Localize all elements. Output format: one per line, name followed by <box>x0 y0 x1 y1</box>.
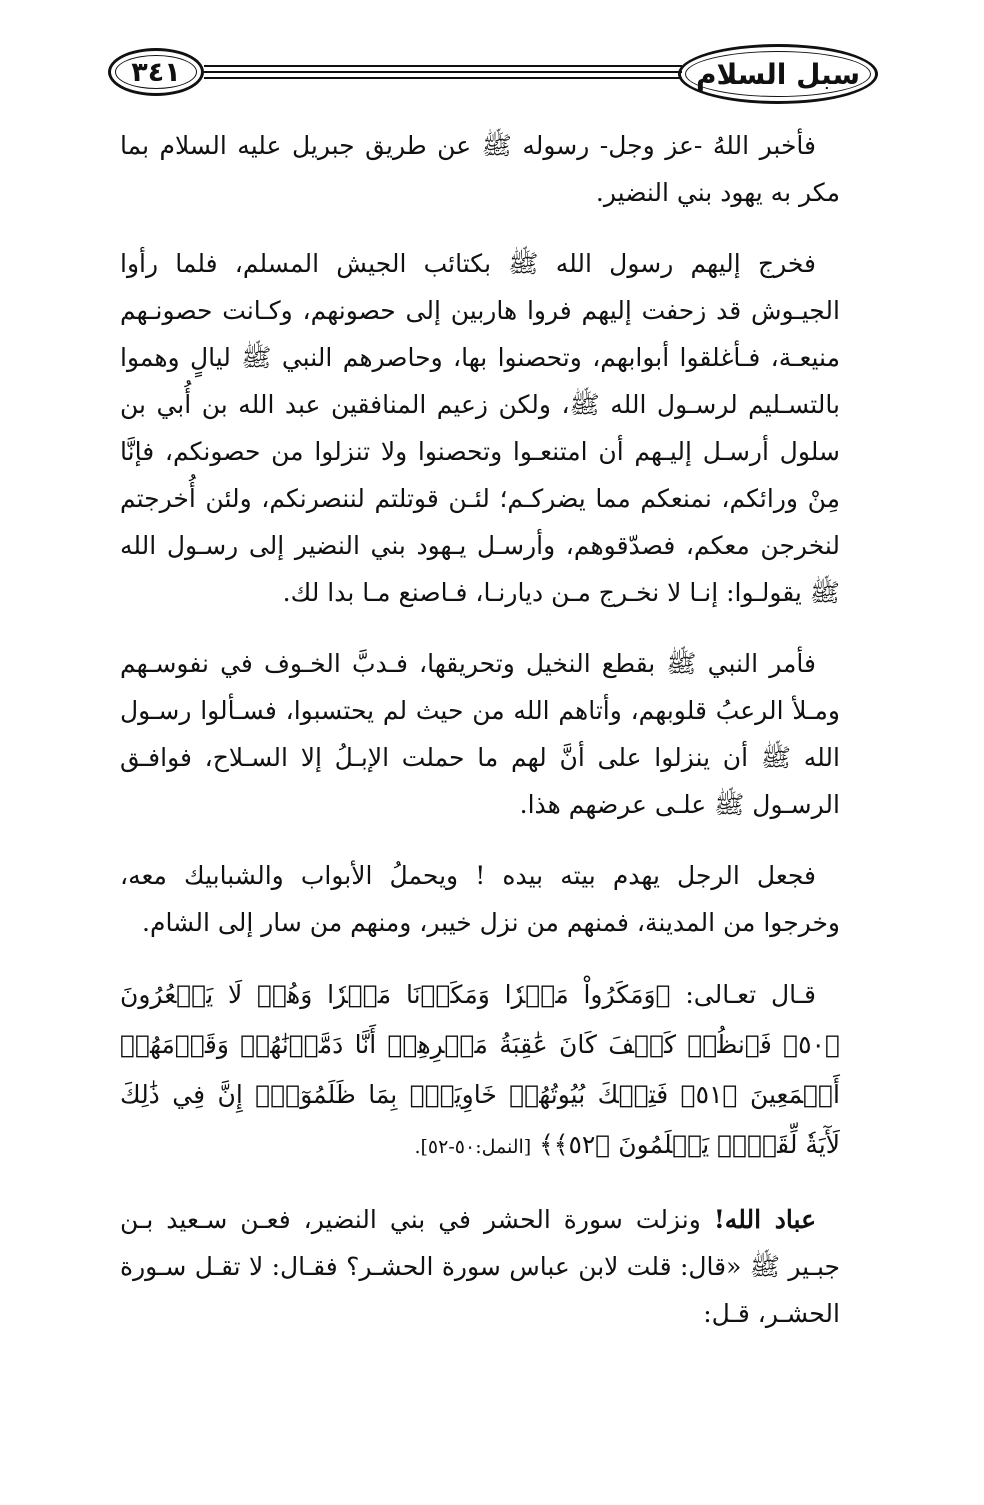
book-title: سبل السلام <box>695 57 861 91</box>
paragraph-4: فجعل الرجل يهدم بيته بيده ! ويحملُ الأبواب والشبابيك معه، وخرجوا من المدينة، فمنهم من نزل خيبر، ومنهم من سار إلى الشام. <box>120 861 840 937</box>
paragraph-lead: عباد الله! <box>713 1205 816 1234</box>
quran-intro: قـال تعـالى: <box>685 980 817 1009</box>
header-rule <box>204 71 682 73</box>
paragraph-3: فأمر النبي ﷺ بقطع النخيل وتحريقها، فـدبَّ الخـوف في نفوسـهم ومـلأ الرعبُ قلوبهم، وأتاهم الله من حيث لم يحتسبوا، فسـألوا رسـول الله ﷺ أن ينزلوا على أنَّ لهم ما حملت الإبـلُ إلا السـلاح، فوافـق الرسـول ﷺ علـى عرضهم هذا. <box>120 649 840 819</box>
paragraph-text: ونزلت سورة الحشر في بني النضير، فعـن سـعيد بـن جبـير ﷺ «قال: قلت لابن عباس سورة الحشـر؟ فقـال: لا تقـل سـورة الحشـر، قـل: <box>120 1205 840 1328</box>
header-rule <box>204 77 682 79</box>
paragraph-2: فخرج إليهم رسول الله ﷺ بكتائب الجيش المسلم، فلما رأوا الجيـوش قد زحفت إليهم فروا هاربين إلى حصونهم، وكـانت حصونـهم منيعـة، فـأغلقوا أبوابهم، وتحصنوا بها، وحاصرهم النبي ﷺ ليالٍ وهموا بالتسـليم لرسـول الله ﷺ، ولكن زعيم المنافقين عبد الله بن أُبي بن سلول أرسـل إليـهم أن امتنعـوا وتحصنوا ولا تنزلوا من حصونكم، فإنَّا مِنْ ورائكم، نمنعكم مما يضركـم؛ لئـن قوتلتم لننصرنكم، ولئن أُخرجتم لنخرجن معكم، فصدّقوهم، وأرسـل يـهود بني النضير إلى رسـول الله ﷺ يقولـوا: إنـا لا نخـرج مـن ديارنـا، فـاصنع مـا بدا لك. <box>120 249 840 607</box>
page-header <box>108 38 878 112</box>
book-title-oval <box>678 44 878 104</box>
page-number: ٣٤١ <box>131 56 181 88</box>
verse-reference: [النمل:٥٠-٥٢]. <box>414 1136 532 1158</box>
paragraph-1: فأخبر اللهُ -عز وجل- رسوله ﷺ عن طريق جبريل عليه السلام بما مكر به يهود بني النضير. <box>120 131 840 207</box>
header-rule <box>204 65 682 67</box>
quran-verse: ﴿وَمَكَرُواْ مَكۡرٗا وَمَكَرۡنَا مَكۡرٗا وَهُمۡ لَا يَشۡعُرُونَ ﴿٥٠﴾ فَٱنظُرۡ كَيۡفَ كَانَ عَٰقِبَةُ مَكۡرِهِمۡ أَنَّا دَمَّرۡنَٰهُمۡ وَقَوۡمَهُمۡ أَجۡمَعِينَ ﴿٥١﴾ فَتِلۡكَ بُيُوتُهُمۡ خَاوِيَةَۢ بِمَا ظَلَمُوٓاْۚ إِنَّ فِي ذَٰلِكَ لَأٓيَةٗ لِّقَوۡمٖ يَعۡلَمُونَ ﴿٥٢﴾﴾ <box>120 980 840 1159</box>
paragraph-6 <box>120 1196 840 1337</box>
page-body <box>120 122 840 1361</box>
quran-paragraph <box>120 970 840 1172</box>
page-number-oval <box>108 48 204 96</box>
